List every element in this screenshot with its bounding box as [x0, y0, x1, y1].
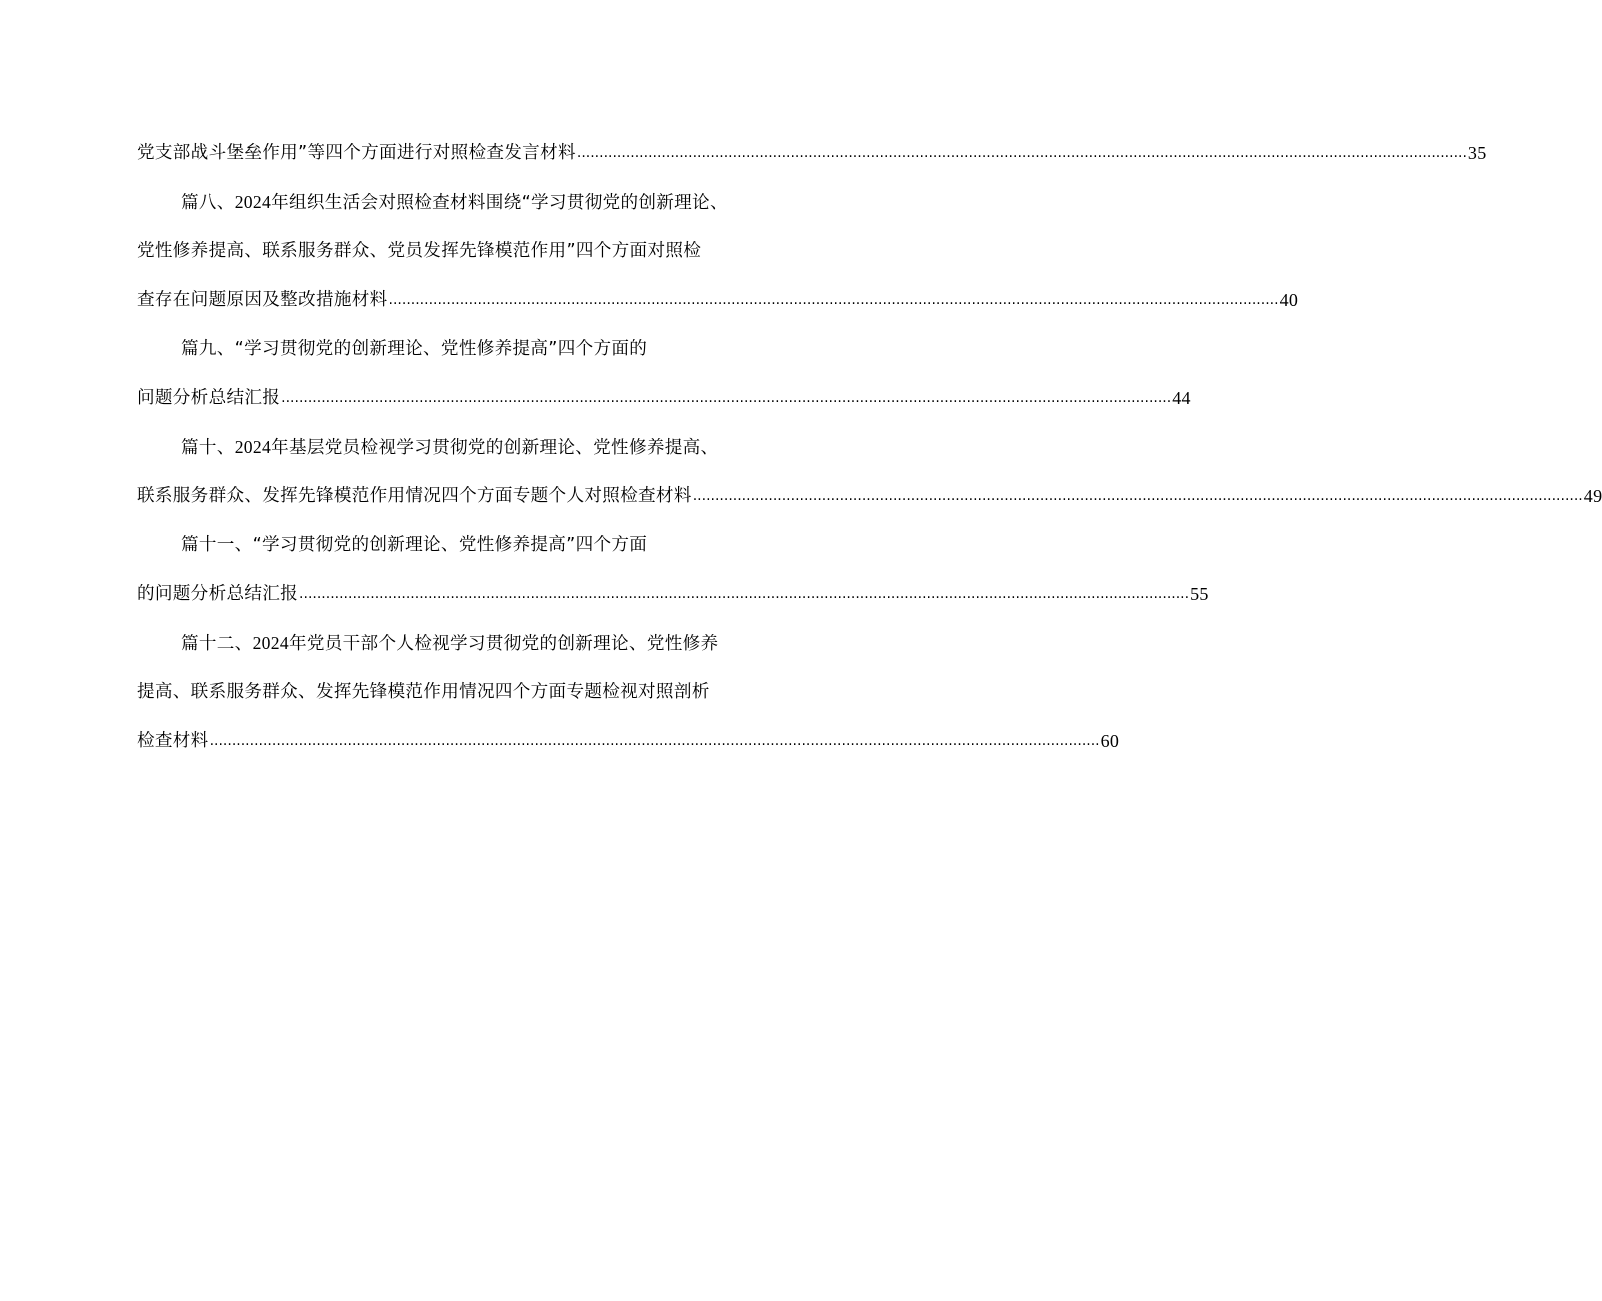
toc-line-text: 党支部战斗堡垒作用”等四个方面进行对照检查发言材料	[137, 143, 576, 163]
toc-line-1[interactable]	[137, 185, 785, 234]
toc-line-10[interactable]	[137, 626, 785, 675]
toc-line-text: 检查材料	[137, 731, 209, 751]
toc-line-6[interactable]	[137, 430, 785, 479]
toc-line-8[interactable]	[137, 528, 785, 577]
dot-leader: ........................................................................................................................................................................................................	[388, 292, 1279, 308]
toc-line-text: 联系服务群众、发挥先锋模范作用情况四个方面专题个人对照检查材料	[137, 486, 692, 506]
toc-line-text: 问题分析总结汇报	[137, 388, 281, 408]
toc-line-text: 篇十一、“学习贯彻党的创新理论、党性修养提高”四个方面	[181, 535, 648, 555]
toc-page-number: 44	[1172, 388, 1191, 408]
dot-leader: ........................................................................................................................................................................................................	[281, 390, 1172, 406]
toc-line-text: 党性修养提高、联系服务群众、党员发挥先锋模范作用”四个方面对照检	[137, 241, 702, 261]
toc-page-number: 55	[1190, 584, 1209, 604]
toc-line-9[interactable]	[137, 577, 1209, 626]
toc-line-4[interactable]	[137, 332, 785, 381]
toc-line-5[interactable]	[137, 381, 1191, 430]
toc-page-number: 35	[1467, 143, 1487, 163]
toc-line-7[interactable]	[137, 479, 1602, 528]
toc-page-number: 49	[1583, 486, 1602, 506]
toc-line-3[interactable]	[137, 283, 1299, 332]
dot-leader: ........................................................................................................................................................................................................	[576, 145, 1467, 161]
toc-line-text: 篇十二、2024年党员干部个人检视学习贯彻党的创新理论、党性修养	[181, 633, 719, 654]
toc-line-text: 篇十、2024年基层党员检视学习贯彻党的创新理论、党性修养提高、	[181, 437, 719, 458]
toc-line-text: 篇八、2024年组织生活会对照检查材料围绕“学习贯彻党的创新理论、	[181, 192, 728, 213]
toc-line-text: 的问题分析总结汇报	[137, 584, 299, 604]
toc-line-2[interactable]	[137, 234, 785, 283]
dot-leader: ........................................................................................................................................................................................................	[692, 488, 1583, 504]
toc-page-number: 60	[1100, 731, 1120, 751]
toc-line-11[interactable]	[137, 675, 785, 724]
toc-line-text: 篇九、“学习贯彻党的创新理论、党性修养提高”四个方面的	[181, 339, 648, 359]
toc-line-text: 提高、联系服务群众、发挥先锋模范作用情况四个方面专题检视对照剖析	[137, 682, 710, 702]
toc-line-12[interactable]	[137, 724, 1120, 773]
dot-leader: ........................................................................................................................................................................................................	[209, 733, 1100, 749]
toc-line-text: 查存在问题原因及整改措施材料	[137, 290, 388, 310]
table-of-contents	[137, 136, 1602, 773]
dot-leader: ........................................................................................................................................................................................................	[299, 586, 1190, 602]
toc-line-0[interactable]	[137, 136, 1487, 185]
toc-page-number: 40	[1279, 290, 1299, 310]
